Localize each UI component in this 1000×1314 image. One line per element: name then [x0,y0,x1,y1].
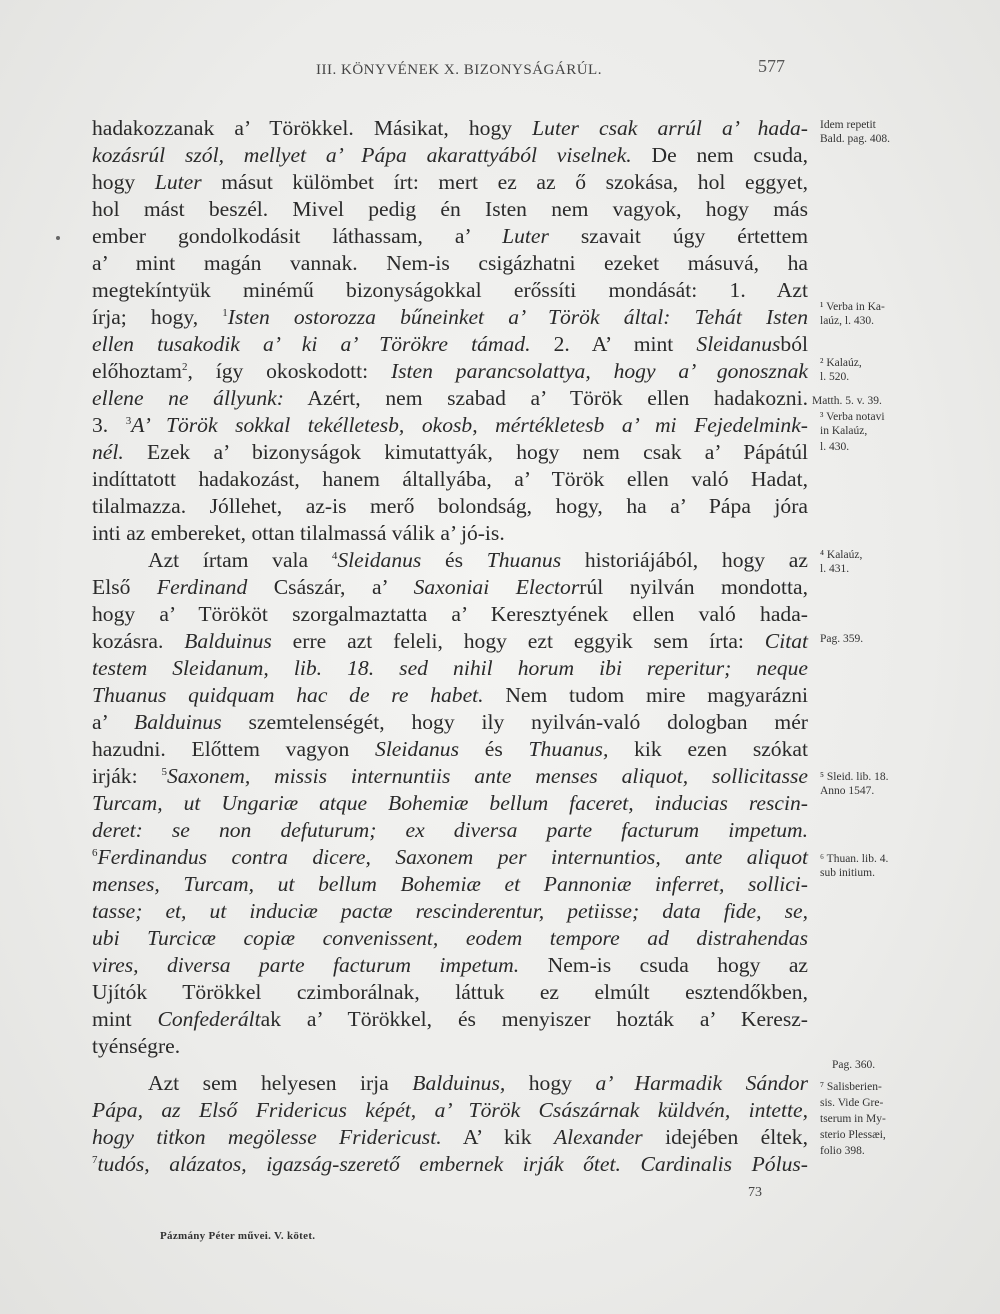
margin-note: Idem repetit [820,119,876,131]
footer-publication: Pázmány Péter művei. V. kötet. [160,1230,316,1242]
text-line: kozásrúl szól, mellyet a’ Pápa akarattyából viselnek. De nem csuda, [92,143,808,167]
margin-note: Pag. 360. [832,1059,876,1071]
text-line: irják: $^5$Saxonem, missis internuntiis ante menses aliquot, sollicitasse [92,764,808,788]
margin-note: ⁴ Kalaúz, [820,549,863,561]
margin-note: tserum in My- [820,1113,886,1125]
margin-note: sterio Plessæi, [820,1129,886,1141]
margin-note: in Kalaúz, [820,425,868,437]
margin-note: ¹ Verba in Ka- [820,301,885,313]
text-line: kozásra. Balduinus erre azt feleli, hogy ezt eggyik sem írta: Citat [92,629,808,653]
text-line: tyénségre. [92,1034,181,1058]
margin-note: l. 520. [820,371,850,383]
text-line: Azt sem helyesen irja Balduinus, hogy a’ Harmadik Sándor [148,1071,808,1095]
text-line: hol mást beszél. Mivel pedig én Isten nem vagyok, hogy más [92,197,808,221]
text-line: írja; hogy, $^1$Isten ostorozza bűneinket a’ Török által: Tehát Isten [92,305,808,329]
text-line: ubi Turcicæ copiæ convenissent, eodem tempore ad distrahendas [92,926,808,950]
text-line: a’ mint magán vannak. Nem-is csigázhatni ezeket másuvá, ha [92,251,808,275]
text-line: tasse; et, ut induciæ pactæ rescinderentur, petiisse; data fide, se, [92,899,808,923]
margin-note: ⁶ Thuan. lib. 4. [820,853,889,865]
margin-note: ⁵ Sleid. lib. 18. [820,771,889,783]
text-line: hogy Luter másut külömbet írt: mert ez az ő szokása, hol eggyet, [92,170,808,194]
text-line: hogy a’ Törököt szorgalmaztatta a’ Keresztyének ellen való hada- [92,602,808,626]
text-line: 3. $^3$A’ Török sokkal tekélletesb, okosb, mértékletesb a’ mi Fejedelmink- [92,413,808,437]
margin-note: ³ Verba notavi [820,411,885,423]
margin-note: Anno 1547. [820,785,875,797]
text-line: ellen tusakodik a’ ki a’ Törökre támad. 2. A’ mint Sleidanusból [92,332,808,356]
text-line: indíttatott hadakozást, hanem általlyába, a’ Török ellen való Hadat, [92,467,808,491]
text-line: előhoztam$^2$, így okoskodott: Isten parancsolattya, hogy a’ gonosznak [92,359,808,383]
text-line: hazudni. Előttem vagyon Sleidanus és Thuanus, kik ezen szókat [92,737,808,761]
text-line: menses, Turcam, ut bellum Bohemiæ et Pannoniæ inferret, sollici- [92,872,808,896]
text-line: Ujítók Törökkel czimborálnak, láttuk ez elmúlt esztendőkben, [92,980,808,1004]
text-line: hogy titkon megölesse Fridericust. A’ kik Alexander idejében éltek, [92,1125,808,1149]
margin-note: l. 430. [820,441,850,453]
text-line: $^6$Ferdinandus contra dicere, Saxonem per internuntios, ante aliquot [92,845,808,869]
text-line: Azt írtam vala $^4$Sleidanus és Thuanus historiájából, hogy az [148,548,808,572]
text-line: Első Ferdinand Császár, a’ Saxoniai Electorrúl nyilván mondotta, [92,575,808,599]
text-line: mint Confederáltak a’ Törökkel, és menyiszer hozták a’ Keresz- [92,1007,808,1031]
margin-note: laúz, l. 430. [820,315,874,327]
text-line: testem Sleidanum, lib. 18. sed nihil horum ibi reperitur; neque [92,656,808,680]
margin-note: Bald. pag. 408. [820,133,890,145]
text-line: ellene ne állyunk: Azért, nem szabad a’ Török ellen hadakozni. [92,386,808,410]
signature-mark: 73 [748,1185,762,1200]
text-line: inti az embereket, ottan tilalmassá válik a’ jó-is. [92,521,505,545]
text-line: megtekíntyük minémű bizonyságokkal erőssíti mondását: 1. Azt [92,278,808,302]
margin-note: Matth. 5. v. 39. [812,395,882,407]
text-line: Pápa, az Első Fridericus képét, a’ Török Császárnak küldvén, intette, [92,1098,808,1122]
text-line: vires, diversa parte facturum impetum. Nem-is csuda hogy az [92,953,808,977]
text-line: Thuanus quidquam hac de re habet. Nem tudom mire magyarázni [92,683,808,707]
text-line: ember gondolkodásit láthassam, a’ Luter szavait úgy értettem [92,224,808,248]
text-line: nél. Ezek a’ bizonyságok kimutattyák, hogy nem csak a’ Pápátúl [92,440,808,464]
margin-dot [56,236,60,240]
text-line: $^7$tudós, alázatos, igazság-szerető embernek irják őtet. Cardinalis Pólus- [92,1152,808,1176]
margin-note: ² Kalaúz, [820,357,862,369]
text-line: tilalmazza. Jóllehet, az-is merő bolondság, hogy, ha a’ Pápa jóra [92,494,808,518]
text-line: Turcam, ut Ungariæ atque Bohemiæ bellum faceret, inducias rescin- [92,791,808,815]
page-number: 577 [758,56,785,76]
margin-note: ⁷ Salisberien- [820,1081,882,1093]
margin-note: folio 398. [820,1145,865,1157]
text-line: a’ Balduinus szemtelenségét, hogy ily nyilván-való dologban mér [92,710,808,734]
margin-note: Pag. 359. [820,633,864,645]
margin-note: sis. Vide Gre- [820,1097,884,1109]
margin-note: l. 431. [820,563,850,575]
margin-note: sub initium. [820,867,875,879]
text-line: hadakozzanak a’ Törökkel. Másikat, hogy Luter csak arrúl a’ hada- [92,116,808,140]
text-line: deret: se non defuturum; ex diversa parte facturum impetum. [92,818,808,842]
running-title: III. KÖNYVÉNEK X. BIZONYSÁGÁRÚL. [316,62,602,78]
